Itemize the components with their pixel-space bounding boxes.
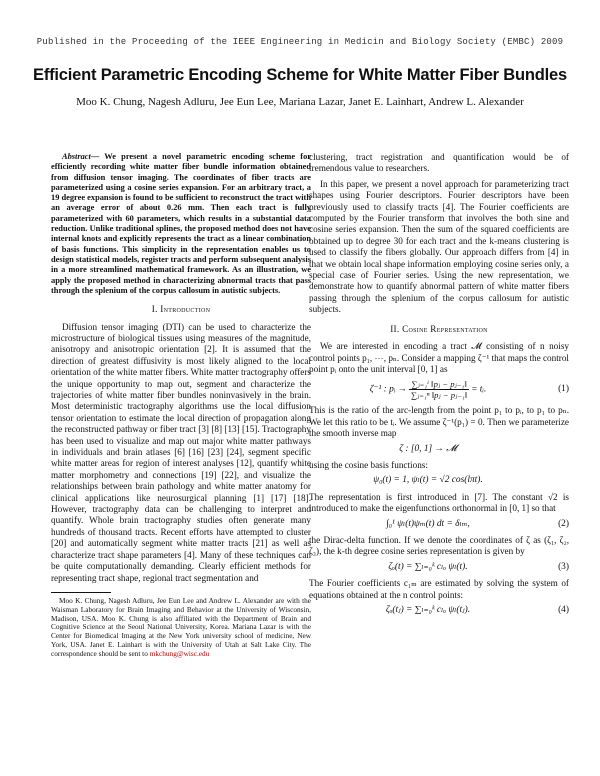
author-list: Moo K. Chung, Nagesh Adluru, Jee Eun Lee, Mariana Lazar, Janet E. Lainhart, Andrew L. Alexander: [76, 96, 524, 108]
cosine-paragraph-4: The representation is first introduced in [7]. The constant √2 is introduced to make the eigenfunctions orthonormal in [0, 1] so that: [309, 491, 569, 514]
cosine-paragraph-6: The Fourier coefficients c₁ₘ are estimated by solving the system of equations obtained at the n control points:: [309, 578, 569, 600]
right-column: [309, 152, 569, 621]
eq1-fraction: [409, 379, 468, 400]
equation-3: [309, 562, 569, 573]
publication-header: Published in the Proceeding of the IEEE Engineering in Medicin and Biology Society (EMBC) 2009: [36, 37, 564, 47]
footnote-text: Moo K. Chung, Nagesh Adluru, Jee Eun Lee and Andrew L. Alexander are with the Waisman Laboratory for Brain Imaging and Behavior at the University of Wisconsin, Madison, USA. Moo K. Chung is also affiliated with the Department of Brain and Cognitive Science at the Seoul National University, Korea. Mariana Lazar is with the Center for Biomedical Imaging at the New York university school of medicine, New York, USA. Janet E. Lainhart is with the University of Utah at Salt Lake City. The correspondence should be sent to: [51, 595, 311, 658]
eq1-denominator: ∑ⱼ₌₁ⁿ ‖pⱼ − pⱼ₋₁‖: [410, 390, 468, 401]
abstract-text: — We present a novel parametric encoding scheme for efficiently recording white matter fiber bundle information obtained from diffusion tensor imaging. The coordinates of fiber tracts are parameterized using a cosine series expansion. For an arbitrary tract, a 19 degree expansion is found to be sufficient to reconstruct the tract with an average error of about 0.26 mm. Then each tract is fully parameterized with 60 parameters, which results in a substantial data reduction. Unlike traditional splines, the proposed method does not have internal knots and explicitly represents the tract as a linear combination of basis functions. This simplicity in the representation enables us to design statistical models, register tracts and perform subsequent analysis in a more streamlined mathematical framework. As an illustration, we apply the proposed method in characterizing abnormal tracts that pass through the splenium of the corpus callosum in autistic subjects.: [51, 152, 312, 295]
basis-equation: ψ₀(t) = 1, ψₗ(t) = √2 cos(lπt).: [373, 475, 483, 486]
eq1-rhs: = tᵢ.: [471, 384, 487, 395]
eq3-number: (3): [558, 561, 569, 572]
left-column: [51, 152, 311, 658]
inverse-map-equation: ζ : [0, 1] → 𝓜: [399, 443, 457, 454]
eq4-body: ζₒ(tⱼ) = ∑ₗ₌₀ᵏ cₗₒ ψₗ(tⱼ).: [385, 605, 471, 615]
cosine-paragraph-5: the Dirac-delta function. If we denote the coordinates of ζ as (ζ₁, ζ₂, ζ₃), the k-th degree cosine series representation is given by: [309, 534, 569, 557]
intro-paragraph-2: In this paper, we present a novel approach for parameterizing tract shapes using Fourier descriptors. Fourier descriptors have been previously used to classify tracts [4]. The Fourier coefficients are computed by the Fourier transform that involves the both sine and cosine series expansion. Then the sum of the squared coefficients are obtained up to degree 30 for each tract and the k-means clustering is used to classify the fibers globally. Our approach differs from [4] in that we obtain local shape information employing cosine series only, a special case of Fourier series. Using the new representation, we demonstrate how to quantify abnormal pattern of white matter fibers passing through the splenium of the corpus callosum for autistic subjects.: [309, 178, 569, 315]
abstract-lead: Abstract: [62, 152, 91, 161]
footnote-rule: [51, 592, 111, 593]
abstract: [51, 152, 311, 296]
eq2-body: ∫₀¹ ψₗ(t)ψₘ(t) dt = δₗₘ,: [386, 518, 470, 529]
cosine-paragraph-3: using the cosine basis functions:: [309, 459, 428, 470]
equation-4: [309, 605, 569, 616]
cosine-paragraph-2: This is the ratio of the arc-length from the point p₁ to pᵢ, to p₁ to pₙ. We let this ratio to be tᵢ. We assume ζ⁻¹(p₁) = 0. Then we parameterize the smooth inverse map: [309, 405, 569, 439]
eq1-numerator: ∑ⱼ₌₁ⁱ ‖pⱼ − pⱼ₋₁‖: [411, 379, 467, 390]
section-heading-cosine-representation: II. Cosine Representation: [390, 323, 488, 334]
eq1-lhs: ζ⁻¹ : pᵢ →: [369, 384, 408, 395]
equation-1: [309, 379, 569, 400]
eq3-body: ζₒ(t) = ∑ₗ₌₀ᵏ cₗₒ ψₗ(t).: [388, 561, 468, 572]
section-heading-introduction: I. Introduction: [151, 304, 211, 315]
intro-paragraph-1: Diffusion tensor imaging (DTI) can be used to characterize the microstructure of biological tissues using measures of the magnitude, anisotropy and anisotropic orientation [2]. It is assumed that the direction of greatest diffusivity is most likely aligned to the local orientation of the white matter fibers. White matter tractography offers the unique opportunity to map out, segment and characterize the trajectories of white matter fiber bundles noninvasively in the brain. Most deterministic tractography algorithms use the local diffusion tensor orientation to estimate the local direction of propagation along the reconstructed pathway or fiber tract [3] [8] [13] [15]. Tractography has been used to visualize and map out major white matter pathways in individuals and brain atlases [6] [16] [23] [24], segment specific white matter areas for region of interest analyses [12], quantify white matter morphometry and connections [19] [22], and visualize the relationships between brain pathology and white matter anatomy for clinical applications like neurosurgical planning [1] [17] [18]. However, tractography data can be challenging to interpret and quantify. Whole brain tractography studies often generate many hundreds of thousand tracts. Recent efforts have attempted to cluster [20] and automatically segment white matter tracts [21] as well as characterize tract shape parameters [4]. Many of these techniques can be quite computationally demanding. Clearly efficient methods for representing tract shape, regional tract segmentation and: [51, 321, 311, 583]
cosine-paragraph-1: We are interested in encoding a tract 𝓜 consisting of n noisy control points p₁, ⋯, pₙ. Consider a mapping ζ⁻¹ that maps the control point pᵢ onto the unit interval [0, 1] as: [309, 341, 569, 374]
equation-2: [309, 519, 569, 530]
correspondence-email-link[interactable]: mkchung@wisc.edu: [149, 648, 210, 658]
eq1-number: (1): [558, 384, 569, 395]
eq4-number: (4): [558, 605, 569, 615]
paper-title: Efficient Parametric Encoding Scheme for White Matter Fiber Bundles: [33, 66, 567, 84]
author-footnote: [51, 597, 311, 659]
eq2-number: (2): [558, 518, 569, 529]
intro-paragraph-continued: clustering, tract registration and quantification would be of tremendous value to researchers.: [309, 152, 569, 174]
